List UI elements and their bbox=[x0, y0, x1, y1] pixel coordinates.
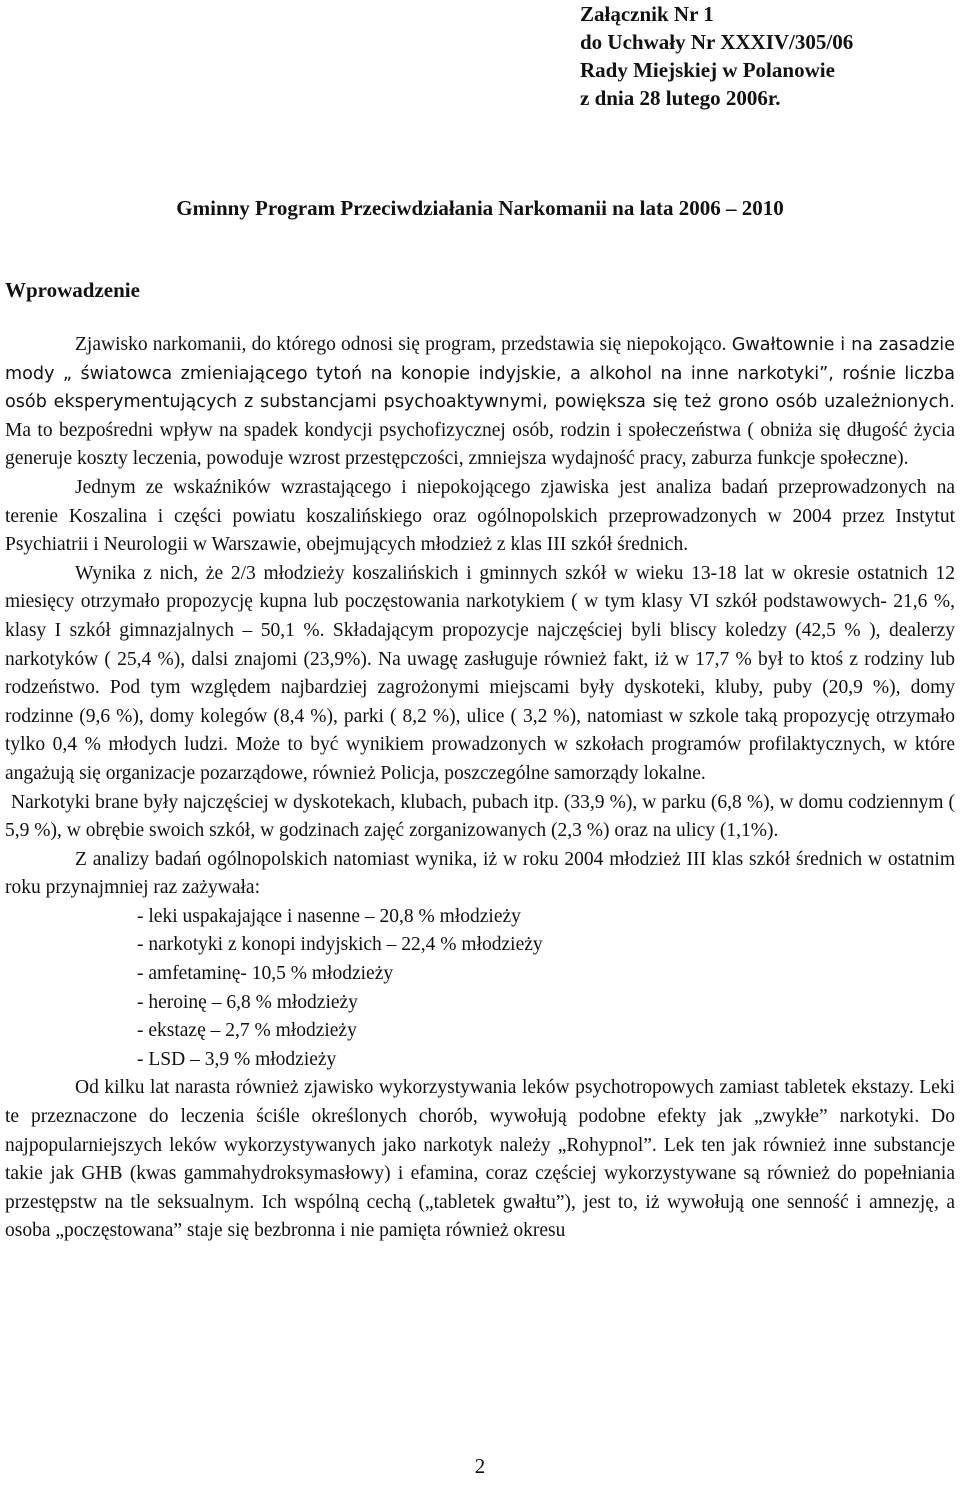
attachment-line: Załącznik Nr 1 bbox=[580, 2, 714, 26]
list-item: - narkotyki z konopi indyjskich – 22,4 % młodzieży bbox=[137, 934, 543, 956]
section-heading: Wprowadzenie bbox=[5, 278, 140, 302]
paragraph: Jednym ze wskaźników wzrastającego i niepokojącego zjawiska jest analiza badań przeprowadzonych na terenie Koszalina i części powiatu koszalińskiego oraz ogólnopolskich przeprowadzonych w 2004 przez Instytut Psychiatrii i Neurologii w Warszawie, obejmujących młodzież z klas III szkół średnich. bbox=[5, 476, 955, 556]
document-body bbox=[5, 331, 955, 1246]
list-item: - ekstazę – 2,7 % młodzieży bbox=[137, 1020, 357, 1042]
paragraph: Od kilku lat narasta również zjawisko wykorzystywania leków psychotropowych zamiast tabletek ekstazy. Leki te przeznaczone do leczenia ściśle określonych chorób, wywołują podobne efekty jak „zwykłe” narkotyki. Do najpopularniejszych leków wykorzystywanych jako narkotyk należy „Rohypnol”. Lek ten jak również inne substancje takie jak GHB (kwas gammahydroksymasłowy) i efamina, coraz częściej wykorzystywane są również do popełniania przestępstw na tle seksualnym. Ich wspólną cechą („tabletek gwałtu”), jest to, iż wywołują one senność i amnezję, a osoba „poczęstowana” staje się bezbronna i nie pamięta również okresu bbox=[5, 1077, 955, 1242]
document-title: Gminny Program Przeciwdziałania Narkomanii na lata 2006 – 2010 bbox=[176, 196, 784, 220]
list-item: - leki uspakajające i nasenne – 20,8 % młodzieży bbox=[137, 905, 521, 927]
paragraph: Z analizy badań ogólnopolskich natomiast wynika, iż w roku 2004 młodzież III klas szkół średnich w ostatnim roku przynajmniej raz zażywała: bbox=[5, 848, 955, 899]
paragraph bbox=[5, 331, 955, 474]
paragraph: Wynika z nich, że 2/3 młodzieży koszalińskich i gminnych szkół w wieku 13-18 lat w okresie ostatnich 12 miesięcy otrzymało propozycję kupna lub poczęstowania narkotykiem ( w tym klasy VI szkół podstawowych- 21,6 %, klasy I szkół gimnazjalnych – 50,1 %. Składającym propozycje najczęściej byli bliscy koledzy (42,5 % ), dealerzy narkotyków ( 25,4 %), dalsi znajomi (23,9%). Na uwagę zasługuje również fakt, iż w 17,7 % był to ktoś z rodziny lub rodzeństwo. Pod tym względem najbardziej zagrożonymi miejscami były dyskoteki, kluby, puby (20,9 %), domy rodzinne (9,6 %), domy kolegów (8,4 %), parki ( 8,2 %), ulice ( 3,2 %), natomiast w szkole taką propozycję otrzymało tylko 0,4 % młodych ludzi. Może to być wynikiem prowadzonych w szkołach programów profilaktycznych, w które angażują się organizacje pozarządowe, również Policja, poszczególne samorządy lokalne. bbox=[5, 562, 955, 784]
page-number: 2 bbox=[474, 1454, 486, 1478]
list-item: - LSD – 3,9 % młodzieży bbox=[137, 1048, 337, 1070]
list-item: - amfetaminę- 10,5 % młodzieży bbox=[137, 963, 394, 985]
paragraph-text: Gwałtownie i na zasadzie mody „ światowca zmieniającego tytoń na konopie indyjskie, a alkohol na inne narkotyki”, rośnie liczba osób eksperymentujących z substancjami psychoaktywnymi, powiększa się też grono osób uzależnionych. bbox=[5, 335, 955, 413]
list-item: - heroinę – 6,8 % młodzieży bbox=[137, 991, 358, 1013]
paragraph: Narkotyki brane były najczęściej w dyskotekach, klubach, pubach itp. (33,9 %), w parku (6,8 %), w domu codziennym ( 5,9 %), w obrębie swoich szkół, w godzinach zajęć zorganizowanych (2,3 %) oraz na ulicy (1,1%). bbox=[5, 791, 955, 842]
paragraph-text: Zjawisko narkomanii, do którego odnosi się program, przedstawia się niepokojąco. bbox=[75, 334, 727, 355]
attachment-header bbox=[580, 0, 853, 112]
attachment-line: Rady Miejskiej w Polanowie bbox=[580, 58, 835, 82]
attachment-line: do Uchwały Nr XXXIV/305/06 bbox=[580, 30, 854, 54]
paragraph-text: Ma to bezpośredni wpływ na spadek kondycji psychofizycznej osób, rodzin i społeczeństwa ( obniża się długość życia generuje koszty leczenia, powoduje wzrost przestępczości, zmniejsza wydajność pracy, zaburza funkcje społeczne). bbox=[5, 419, 955, 470]
attachment-line: z dnia 28 lutego 2006r. bbox=[580, 86, 781, 110]
statistics-list bbox=[5, 903, 955, 1075]
